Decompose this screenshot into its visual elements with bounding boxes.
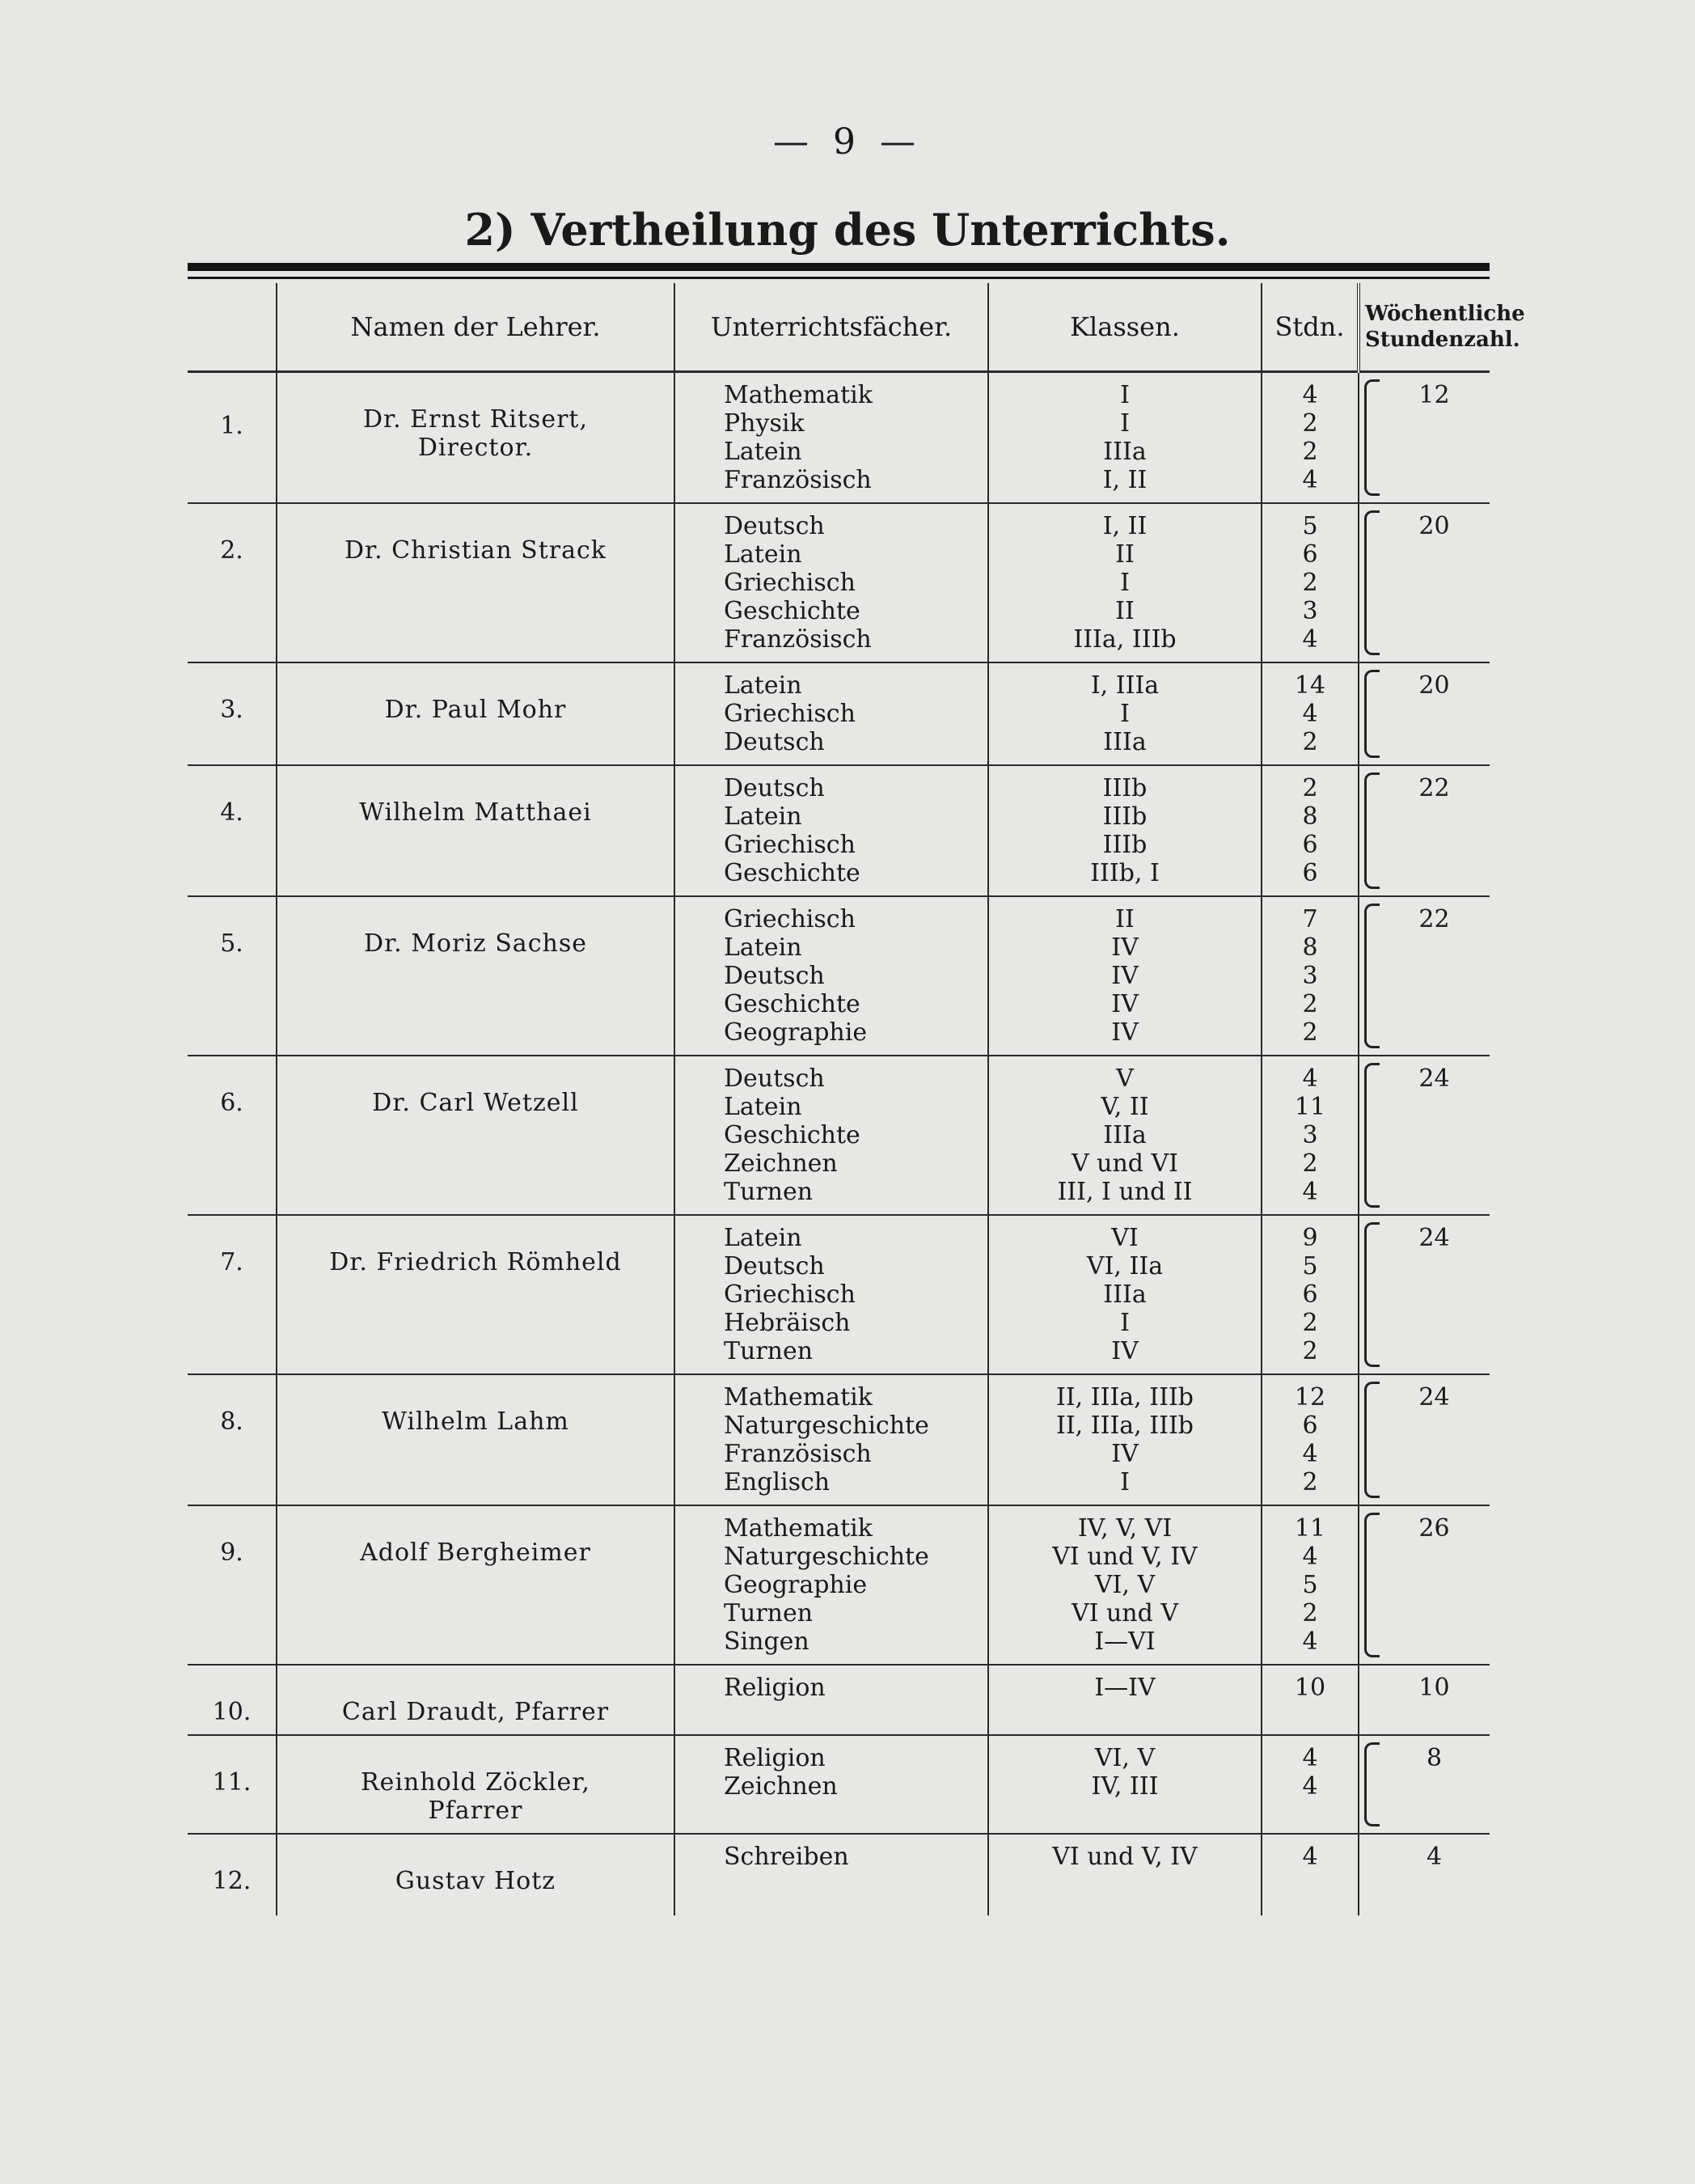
subject: Turnen <box>724 1337 814 1365</box>
page-number: — 9 — <box>773 121 922 163</box>
class: II <box>1115 540 1135 569</box>
brace-icon <box>1364 1742 1380 1826</box>
table-row <box>188 1056 1490 1215</box>
class-list <box>988 1374 1262 1505</box>
teacher-number: 4. <box>188 765 277 896</box>
subject: Deutsch <box>724 728 825 756</box>
hours: 2 <box>1302 774 1318 802</box>
subject: Hebräisch <box>724 1309 851 1337</box>
class: IIIa <box>1103 438 1147 466</box>
teacher-name-line: Dr. Ernst Ritsert, <box>362 405 589 434</box>
weekly-total <box>1359 503 1490 662</box>
subject: Deutsch <box>724 1252 825 1280</box>
class: IIIa <box>1103 1121 1147 1149</box>
class: IIIa <box>1103 1280 1147 1309</box>
class: VI, V <box>1094 1571 1156 1599</box>
teacher-number: 2. <box>188 503 277 662</box>
teacher-number: 5. <box>188 896 277 1056</box>
class: V und VI <box>1071 1149 1179 1178</box>
table-row <box>188 662 1490 765</box>
hours: 7 <box>1302 905 1318 933</box>
teacher-number: 12. <box>212 1867 252 1895</box>
weekly-total <box>1359 662 1490 765</box>
header-weekly-total-line2: Stundenzahl. <box>1365 328 1520 352</box>
hours: 6 <box>1302 859 1318 887</box>
class: II, IIIa, IIIb <box>1055 1383 1194 1412</box>
class: IIIb <box>1102 802 1148 831</box>
hours: 4 <box>1302 1543 1318 1571</box>
hours: 4 <box>1302 1627 1318 1656</box>
hours-list <box>1262 503 1359 662</box>
class-list <box>988 662 1262 765</box>
subject: Latein <box>724 802 802 831</box>
weekly-total <box>1359 1215 1490 1374</box>
hours-list <box>1262 896 1359 1056</box>
class: IV <box>1111 1337 1139 1365</box>
hours-list <box>1262 1215 1359 1374</box>
hours: 2 <box>1302 1018 1318 1047</box>
table-body <box>188 372 1490 1916</box>
weekly-total-value: 26 <box>1418 1514 1450 1543</box>
class: I, IIIa <box>1090 671 1160 700</box>
subject: Latein <box>724 933 802 962</box>
teacher-number: 3. <box>188 662 277 765</box>
weekly-total-value: 22 <box>1418 774 1450 802</box>
class: IIIa, IIIb <box>1073 625 1177 654</box>
subject-list <box>674 1834 988 1915</box>
table-row <box>188 503 1490 662</box>
subject-list <box>674 1215 988 1374</box>
subject: Latein <box>724 1093 802 1121</box>
subject: Naturgeschichte <box>724 1543 929 1571</box>
teacher-name-line: Wilhelm Lahm <box>382 1407 569 1436</box>
hours: 6 <box>1302 540 1318 569</box>
hours: 8 <box>1302 933 1318 962</box>
hours: 4 <box>1302 700 1318 728</box>
subject: Schreiben <box>724 1843 849 1871</box>
weekly-total-value: 24 <box>1418 1224 1450 1252</box>
teacher-name <box>277 1735 674 1834</box>
teacher-name-line: Dr. Carl Wetzell <box>372 1089 579 1117</box>
table-header-row <box>188 283 1490 372</box>
weekly-total <box>1359 1735 1490 1834</box>
class: VI, V <box>1094 1744 1156 1772</box>
subject: Mathematik <box>724 1514 873 1543</box>
subject: Geographie <box>724 1571 868 1599</box>
hours: 10 <box>1294 1674 1326 1702</box>
hours: 4 <box>1302 1772 1318 1801</box>
header-hours: Stdn. <box>1262 283 1359 372</box>
subject: Französisch <box>724 1440 872 1468</box>
hours: 6 <box>1302 1280 1318 1309</box>
teacher-name <box>277 1374 674 1505</box>
subject: Zeichnen <box>724 1772 838 1801</box>
subject: Geschichte <box>724 990 860 1018</box>
class: I <box>1120 569 1130 597</box>
teacher-number: 7. <box>188 1215 277 1374</box>
class: VI und V <box>1071 1599 1179 1627</box>
subject: Physik <box>724 409 805 438</box>
class-list <box>988 1505 1262 1665</box>
teacher-name <box>277 1834 674 1915</box>
weekly-total-value: 20 <box>1418 512 1450 540</box>
subject: Turnen <box>724 1178 814 1206</box>
weekly-total-value: 20 <box>1418 671 1450 700</box>
subject: Deutsch <box>724 962 825 990</box>
teacher-name <box>277 1056 674 1215</box>
header-weekly-total <box>1359 283 1525 372</box>
teacher-name-line: Carl Draudt, Pfarrer <box>341 1698 610 1726</box>
teacher-name <box>277 372 674 504</box>
hours: 6 <box>1302 831 1318 859</box>
hours: 11 <box>1294 1514 1326 1543</box>
hours: 2 <box>1302 728 1318 756</box>
class: VI und V, IV <box>1052 1843 1198 1871</box>
teacher-name <box>277 1665 674 1735</box>
hours: 12 <box>1294 1383 1326 1412</box>
class: V, II <box>1101 1093 1149 1121</box>
teacher-number: 8. <box>188 1374 277 1505</box>
subject: Religion <box>724 1744 826 1772</box>
subject: Mathematik <box>724 381 873 409</box>
hours: 4 <box>1302 466 1318 494</box>
brace-icon <box>1364 670 1380 758</box>
hours: 4 <box>1302 381 1318 409</box>
brace-icon <box>1364 379 1380 496</box>
weekly-total <box>1359 765 1490 896</box>
teacher-name-line: Gustav Hotz <box>395 1867 556 1895</box>
subject-list <box>674 896 988 1056</box>
class: IV <box>1111 1440 1139 1468</box>
hours-list <box>1262 1505 1359 1665</box>
hours: 6 <box>1302 1412 1318 1440</box>
hours: 5 <box>1302 1571 1318 1599</box>
class-list <box>988 1834 1262 1915</box>
brace-icon <box>1364 1513 1380 1657</box>
teaching-distribution-table <box>188 283 1525 1915</box>
subject: Latein <box>724 540 802 569</box>
class-list <box>988 1056 1262 1215</box>
subject: Latein <box>724 438 802 466</box>
class: I <box>1120 409 1130 438</box>
header-weekly-total-line1: Wöchentliche <box>1365 302 1525 326</box>
teacher-name-line: Dr. Friedrich Römheld <box>329 1248 622 1276</box>
table-row <box>188 372 1490 504</box>
subject-list <box>674 765 988 896</box>
hours-list <box>1262 1834 1359 1915</box>
header-subjects: Unterrichtsfächer. <box>674 283 988 372</box>
class: IV <box>1111 962 1139 990</box>
class-list <box>988 372 1262 504</box>
hours: 4 <box>1302 1843 1318 1871</box>
hours: 2 <box>1302 1599 1318 1627</box>
weekly-total <box>1359 1665 1490 1735</box>
class: I—VI <box>1094 1627 1156 1656</box>
subject: Turnen <box>724 1599 814 1627</box>
subject-list <box>674 1665 988 1735</box>
teacher-name-line: Dr. Moriz Sachse <box>364 929 587 958</box>
subject: Mathematik <box>724 1383 873 1412</box>
teacher-number: 1. <box>188 372 277 504</box>
class: IV <box>1111 933 1139 962</box>
hours: 5 <box>1302 512 1318 540</box>
subject: Latein <box>724 1224 802 1252</box>
hours: 2 <box>1302 1337 1318 1365</box>
brace-icon <box>1364 510 1380 655</box>
class-list <box>988 765 1262 896</box>
class: II, IIIa, IIIb <box>1055 1412 1194 1440</box>
hours: 2 <box>1302 990 1318 1018</box>
hours: 4 <box>1302 1178 1318 1206</box>
teacher-name-line: Director. <box>417 434 534 462</box>
header-teacher-name: Namen der Lehrer. <box>277 283 674 372</box>
class: II <box>1115 597 1135 625</box>
class: IIIa <box>1103 728 1147 756</box>
subject-list <box>674 662 988 765</box>
weekly-total <box>1359 1834 1490 1915</box>
hours: 2 <box>1302 1468 1318 1496</box>
class: I <box>1120 1468 1130 1496</box>
hours: 4 <box>1302 625 1318 654</box>
hours: 3 <box>1302 1121 1318 1149</box>
brace-icon <box>1364 904 1380 1048</box>
class: I <box>1120 700 1130 728</box>
hours-list <box>1262 372 1359 504</box>
subject: Geschichte <box>724 597 860 625</box>
teacher-name <box>277 896 674 1056</box>
weekly-total-value: 4 <box>1426 1843 1443 1871</box>
subject: Latein <box>724 671 802 700</box>
class: IIIb, I <box>1090 859 1160 887</box>
subject: Griechisch <box>724 569 856 597</box>
hours: 8 <box>1302 802 1318 831</box>
subject: Deutsch <box>724 512 825 540</box>
class-list <box>988 896 1262 1056</box>
hours: 4 <box>1302 1064 1318 1093</box>
section-title: 2) Vertheilung des Unterrichts. <box>464 204 1231 256</box>
hours: 2 <box>1302 1149 1318 1178</box>
header-classes: Klassen. <box>988 283 1262 372</box>
class: VI, IIa <box>1086 1252 1164 1280</box>
subject: Griechisch <box>724 831 856 859</box>
teacher-number: 10. <box>188 1665 277 1735</box>
table-row <box>188 1735 1490 1834</box>
subject: Griechisch <box>724 700 856 728</box>
teacher-name <box>277 662 674 765</box>
teacher-name-line: Pfarrer <box>428 1797 523 1825</box>
hours: 3 <box>1302 962 1318 990</box>
class: I, II <box>1102 512 1148 540</box>
teacher-name-line: Wilhelm Matthaei <box>359 798 592 827</box>
header-rule-thick <box>188 263 1490 271</box>
subject: Religion <box>724 1674 826 1702</box>
hours: 9 <box>1302 1224 1318 1252</box>
teacher-name-line: Adolf Bergheimer <box>360 1539 591 1567</box>
subject: Griechisch <box>724 905 856 933</box>
subject-list <box>674 372 988 504</box>
class: IIIb <box>1102 774 1148 802</box>
class: IV <box>1111 1018 1139 1047</box>
brace-icon <box>1364 772 1380 889</box>
weekly-total <box>1359 1374 1490 1505</box>
table-row <box>188 765 1490 896</box>
hours-list <box>1262 765 1359 896</box>
class: VI <box>1111 1224 1139 1252</box>
class: III, I und II <box>1057 1178 1193 1206</box>
subject: Geschichte <box>724 859 860 887</box>
table-row <box>188 1505 1490 1665</box>
class: IV, V, VI <box>1077 1514 1173 1543</box>
teacher-name-line: Dr. Paul Mohr <box>384 696 567 724</box>
class: VI und V, IV <box>1052 1543 1198 1571</box>
hours-list <box>1262 1374 1359 1505</box>
hours: 4 <box>1302 1440 1318 1468</box>
class: II <box>1115 905 1135 933</box>
class-list <box>988 1735 1262 1834</box>
subject: Zeichnen <box>724 1149 838 1178</box>
brace-icon <box>1364 1382 1380 1498</box>
teacher-name-line: Reinhold Zöckler, <box>361 1768 590 1797</box>
subject: Singen <box>724 1627 809 1656</box>
subject-list <box>674 503 988 662</box>
subject: Naturgeschichte <box>724 1412 929 1440</box>
subject: Französisch <box>724 625 872 654</box>
teacher-name-line: Dr. Christian Strack <box>344 536 607 565</box>
subject: Englisch <box>724 1468 831 1496</box>
hours-list <box>1262 662 1359 765</box>
table-row <box>188 1215 1490 1374</box>
hours-list <box>1262 1665 1359 1735</box>
teacher-number: 11. <box>188 1735 277 1834</box>
brace-icon <box>1364 1222 1380 1367</box>
header-rule-thin <box>188 277 1490 279</box>
weekly-total-value: 12 <box>1418 381 1450 409</box>
weekly-total <box>1359 1056 1490 1215</box>
table-row <box>188 1665 1490 1735</box>
subject: Deutsch <box>724 1064 825 1093</box>
weekly-total <box>1359 372 1490 504</box>
teacher-number: 9. <box>188 1505 277 1665</box>
subject: Deutsch <box>724 774 825 802</box>
table-row <box>188 896 1490 1056</box>
header-number <box>188 283 277 372</box>
hours-list <box>1262 1735 1359 1834</box>
brace-icon <box>1364 1063 1380 1208</box>
teacher-name <box>277 1215 674 1374</box>
class: I—IV <box>1094 1674 1156 1702</box>
hours: 11 <box>1294 1093 1326 1121</box>
table-row <box>188 1374 1490 1505</box>
hours-list <box>1262 1056 1359 1215</box>
subject: Französisch <box>724 466 872 494</box>
class: V <box>1116 1064 1134 1093</box>
teacher-name <box>277 503 674 662</box>
hours: 2 <box>1302 1309 1318 1337</box>
teacher-number: 6. <box>188 1056 277 1215</box>
teacher-name <box>277 765 674 896</box>
hours: 2 <box>1302 438 1318 466</box>
class-list <box>988 503 1262 662</box>
subject: Geographie <box>724 1018 868 1047</box>
weekly-total-value: 8 <box>1426 1744 1443 1772</box>
hours: 2 <box>1302 569 1318 597</box>
subject-list <box>674 1374 988 1505</box>
subject: Griechisch <box>724 1280 856 1309</box>
weekly-total <box>1359 896 1490 1056</box>
class: I <box>1120 381 1130 409</box>
subject-list <box>674 1505 988 1665</box>
hours: 2 <box>1302 409 1318 438</box>
subject-list <box>674 1056 988 1215</box>
class-list <box>988 1665 1262 1735</box>
hours: 14 <box>1294 671 1326 700</box>
weekly-total-value: 10 <box>1418 1674 1450 1702</box>
class: IIIb <box>1102 831 1148 859</box>
weekly-total-value: 24 <box>1418 1064 1450 1093</box>
table-row <box>188 1834 1490 1915</box>
weekly-total-value: 22 <box>1418 905 1450 933</box>
class: I, II <box>1102 466 1148 494</box>
class-list <box>988 1215 1262 1374</box>
teacher-name <box>277 1505 674 1665</box>
subject: Geschichte <box>724 1121 860 1149</box>
weekly-total-value: 24 <box>1418 1383 1450 1412</box>
class: IV <box>1111 990 1139 1018</box>
hours: 4 <box>1302 1744 1318 1772</box>
weekly-total <box>1359 1505 1490 1665</box>
hours: 5 <box>1302 1252 1318 1280</box>
hours: 3 <box>1302 597 1318 625</box>
subject-list <box>674 1735 988 1834</box>
class: IV, III <box>1091 1772 1159 1801</box>
class: I <box>1120 1309 1130 1337</box>
